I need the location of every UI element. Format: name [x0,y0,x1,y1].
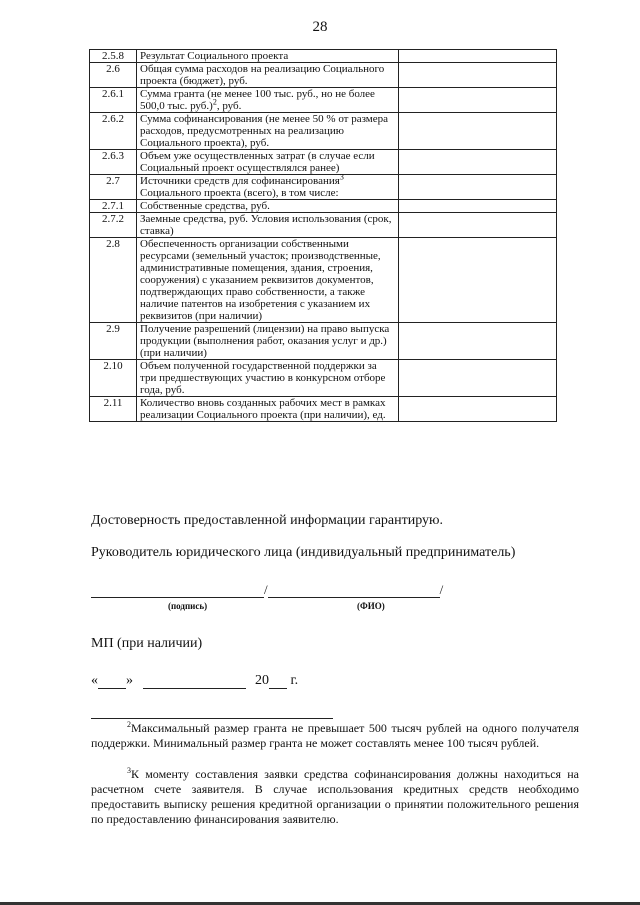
row-number: 2.6 [90,63,137,88]
name-field[interactable] [268,582,440,598]
date-open-quote: « [91,673,98,688]
table-row [90,150,557,175]
table-row [90,360,557,397]
footnote-text: К моменту составления заявки средства софинансирования должны находиться на расчетном счете заявителя. В случае использования кредитных средств необходимо предоставить выписку решения кредитной организации о принятии положительного решения по предоставлению финансирования заявителю. [91,767,579,826]
row-number: 2.7.1 [90,200,137,213]
row-number: 2.7.2 [90,213,137,238]
row-number: 2.6.3 [90,150,137,175]
row-number: 2.8 [90,238,137,323]
year-field[interactable] [269,674,287,689]
date-line [91,673,298,689]
row-text-tail: Социального проекта (всего), в том числе: [140,187,339,199]
row-text: Количество вновь созданных рабочих мест в рамках реализации Социального проекта (при наличии), ед. [140,397,386,421]
row-text: Объем полученной государственной поддержки за три предшествующих участию в конкурсном отборе года, руб. [140,360,386,396]
row-description [137,238,399,323]
table-row [90,200,557,213]
row-number: 2.9 [90,323,137,360]
row-number: 2.11 [90,397,137,422]
row-text: Сумма гранта (не менее 100 тыс. руб., но не более 500,0 тыс. руб.) [140,88,375,112]
row-value-cell[interactable] [399,213,557,238]
footnote-ref: 3 [339,172,344,182]
row-value-cell[interactable] [399,397,557,422]
footnote-mark: 3 [127,766,131,775]
table-row [90,63,557,88]
signature-field[interactable] [91,582,264,598]
footnote-ref: 2 [212,97,217,107]
row-value-cell[interactable] [399,50,557,63]
row-description [137,360,399,397]
row-number: 2.6.2 [90,113,137,150]
row-description [137,213,399,238]
slash: / [264,582,268,597]
row-text: Собственные средства, руб. [140,200,270,212]
row-text-tail: , руб. [216,100,242,112]
row-value-cell[interactable] [399,238,557,323]
table-row [90,397,557,422]
row-value-cell[interactable] [399,323,557,360]
row-value-cell[interactable] [399,175,557,200]
table-row [90,175,557,200]
row-number: 2.10 [90,360,137,397]
table-row [90,213,557,238]
row-description [137,63,399,88]
row-description [137,323,399,360]
row-description [137,88,399,113]
row-description [137,150,399,175]
row-value-cell[interactable] [399,88,557,113]
row-number: 2.5.8 [90,50,137,63]
row-value-cell[interactable] [399,150,557,175]
page-number: 28 [312,19,328,35]
table-row [90,323,557,360]
row-text: Общая сумма расходов на реализацию Социального проекта (бюджет), руб. [140,63,385,87]
slash-end: / [439,582,444,597]
row-description [137,397,399,422]
table-row [90,113,557,150]
table-row [90,50,557,63]
row-text: Обеспеченность организации собственными ресурсами (земельный участок; производственные, административные помещения, здания, строения, сооружения) с указанием реквизитов документов, подтверждающих право собственности, а также наличие патентов на изобретения с указанием их реквизитов (при наличии) [140,238,381,322]
signatory-text: Руководитель юридического лица (индивидуальный предприниматель) [91,545,516,560]
row-value-cell[interactable] [399,200,557,213]
application-table [89,49,557,422]
name-caption: (ФИО) [357,601,385,611]
table-row [90,88,557,113]
declaration-text: Достоверность предоставленной информации гарантирую. [91,513,444,528]
row-text: Результат Социального проекта [140,50,289,62]
row-value-cell[interactable] [399,113,557,150]
row-text: Заемные средства, руб. Условия использования (срок, ставка) [140,213,392,237]
footnote-mark: 2 [127,720,131,729]
row-description [137,50,399,63]
row-number: 2.7 [90,175,137,200]
row-value-cell[interactable] [399,360,557,397]
footnote-3 [91,767,579,827]
footnote-separator [91,718,333,719]
row-description [137,200,399,213]
row-text: Объем уже осуществленных затрат (в случае если Социальный проект осуществлялся ранее) [140,150,375,174]
footnote-2 [91,721,579,751]
row-description [137,172,399,200]
footnote-text: Максимальный размер гранта не превышает 500 тысяч рублей на одного получателя поддержки. Минимальный размер гранта не может составлять менее 100 тысяч рублей. [91,721,579,750]
row-text: Источники средств для софинансирования [140,175,340,187]
row-number: 2.6.1 [90,88,137,113]
year-prefix: 20 [255,673,269,688]
date-close-quote: » [126,673,133,688]
year-suffix: г. [287,673,299,688]
stamp-label: МП (при наличии) [91,636,203,651]
signature-line [91,582,461,598]
row-text: Сумма софинансирования (не менее 50 % от размера расходов, предусмотренных на реализацию Социального проекта), руб. [140,113,389,149]
month-field[interactable] [143,674,246,689]
row-value-cell[interactable] [399,63,557,88]
day-field[interactable] [98,674,126,689]
row-text: Получение разрешений (лицензии) на право выпуска продукции (выполнения работ, оказания услуг и др.) (при наличии) [140,323,390,359]
table-row [90,238,557,323]
row-description [137,113,399,150]
signature-caption: (подпись) [168,601,208,611]
